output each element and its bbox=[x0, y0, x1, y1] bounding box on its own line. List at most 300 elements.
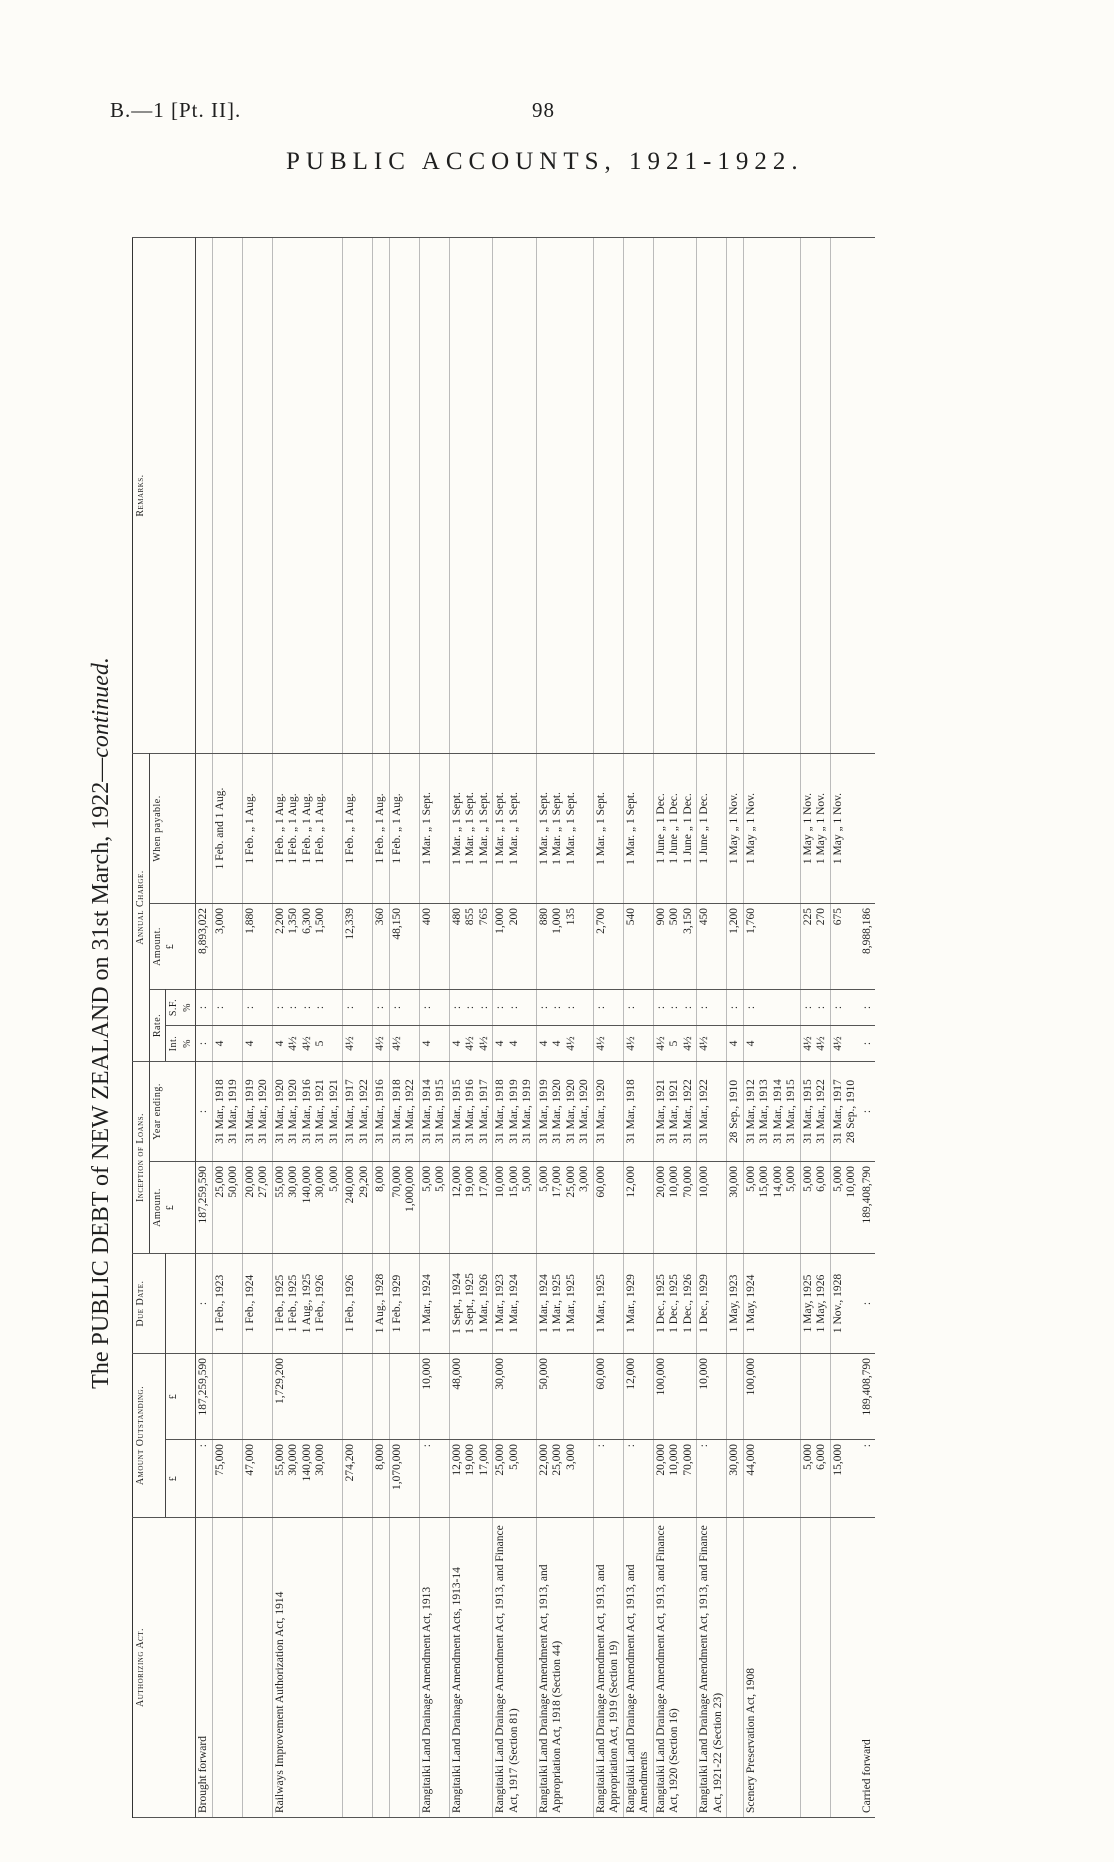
inception-amount-value: 1,000,000 bbox=[404, 1166, 416, 1212]
annual-amount-value: 1,350 bbox=[287, 908, 299, 934]
cell-due-date bbox=[272, 1254, 343, 1354]
inception-amount-value: 5,000 bbox=[327, 1166, 340, 1192]
cell-inception-amount bbox=[536, 1162, 593, 1254]
annual-amount-value: 880 bbox=[537, 908, 550, 926]
outstanding-1-value: 8,000 bbox=[374, 1444, 386, 1470]
outstanding-1-value: 12,000 bbox=[450, 1444, 463, 1476]
rate-sf-value: : bbox=[213, 1005, 226, 1010]
cell-outstanding-1 bbox=[419, 1440, 449, 1518]
inception-amount-value: 19,000 bbox=[464, 1166, 476, 1198]
year-ending-value: 31 Mar., 1922 bbox=[404, 1079, 416, 1144]
cell-when-payable bbox=[536, 754, 593, 904]
annual-amount-value: 675 bbox=[831, 908, 844, 926]
inception-amount-value: 5,000 bbox=[785, 1166, 797, 1192]
due-date-value: 1 Mar., 1925 bbox=[564, 1274, 577, 1333]
rate-sf-value: : bbox=[668, 1005, 680, 1010]
cell-outstanding-2 bbox=[389, 1354, 419, 1440]
year-ending-value: 31 Mar., 1915 bbox=[450, 1079, 463, 1144]
cell-due-date bbox=[830, 1254, 860, 1354]
outstanding-1-value: 140,000 bbox=[300, 1444, 313, 1482]
cell-annual-amount bbox=[800, 904, 830, 990]
year-ending-value: 31 Mar., 1921 bbox=[668, 1079, 680, 1144]
rate-sf-value: : bbox=[420, 1005, 433, 1010]
cell-outstanding-1 bbox=[373, 1440, 390, 1518]
table-row bbox=[830, 238, 860, 1818]
cell-inception-amount bbox=[653, 1162, 697, 1254]
cell-year-ending bbox=[389, 1062, 419, 1162]
inception-amount-value: 15,000 bbox=[758, 1166, 770, 1198]
table-row bbox=[212, 238, 242, 1818]
when-payable-value: 1 Mar. „ 1 Sept. bbox=[594, 792, 607, 865]
cell-outstanding-2 bbox=[593, 1354, 623, 1440]
cell-rate-sf bbox=[493, 990, 537, 1026]
cell-outstanding-1 bbox=[800, 1440, 830, 1518]
outstanding-2-value: 100,000 bbox=[654, 1358, 667, 1396]
cell-rate-int bbox=[536, 1026, 593, 1062]
rate-int-value: 4½ bbox=[624, 1036, 637, 1051]
inception-amount-value: 29,200 bbox=[357, 1166, 370, 1198]
cell-annual-amount bbox=[242, 904, 272, 990]
cell-outstanding-2 bbox=[272, 1354, 343, 1440]
cell-rate-sf bbox=[242, 990, 272, 1026]
inception-amount-value: 5,000 bbox=[420, 1166, 433, 1192]
cell-outstanding-2 bbox=[743, 1354, 800, 1440]
cell-remarks bbox=[743, 238, 800, 754]
year-ending-value: 31 Mar., 1920 bbox=[257, 1079, 269, 1144]
when-payable-value: 1 May „ 1 Nov. bbox=[815, 792, 827, 865]
cell-remarks bbox=[449, 238, 493, 754]
rotated-table-region bbox=[80, 208, 1090, 1838]
year-ending-value: 31 Mar., 1919 bbox=[243, 1079, 256, 1144]
cell-inception-amount bbox=[727, 1162, 744, 1254]
cell-remarks bbox=[419, 238, 449, 754]
footer-out1: : bbox=[860, 1440, 876, 1518]
cell-rate-int bbox=[493, 1026, 537, 1062]
when-payable-value: 1 Mar. „ 1 Sept. bbox=[507, 792, 520, 865]
cell-act: Brought forward bbox=[196, 1518, 213, 1818]
annual-amount-value: 8,893,022 bbox=[197, 908, 209, 954]
cell-due-date bbox=[419, 1254, 449, 1354]
cell-remarks bbox=[373, 238, 390, 754]
year-ending-value: 31 Mar., 1918 bbox=[390, 1079, 403, 1144]
rate-int-value: 4½ bbox=[815, 1036, 827, 1051]
when-payable-value: 1 Feb. „ 1 Aug. bbox=[314, 793, 326, 864]
col-outstanding-unit-1: £ bbox=[166, 1440, 196, 1518]
cell-inception-amount bbox=[743, 1162, 800, 1254]
col-rate-int: Int. % bbox=[166, 1026, 196, 1062]
caption-continued: continued. bbox=[88, 657, 114, 758]
annual-amount-value: 855 bbox=[464, 908, 476, 926]
cell-year-ending bbox=[493, 1062, 537, 1162]
table-row bbox=[593, 238, 623, 1818]
inception-amount-value: 5,000 bbox=[521, 1166, 533, 1192]
cell-when-payable bbox=[272, 754, 343, 904]
rate-int-value: 4½ bbox=[698, 1036, 710, 1051]
col-rate: Rate. bbox=[149, 990, 166, 1062]
cell-remarks bbox=[196, 238, 213, 754]
year-ending-value: 31 Mar., 1914 bbox=[771, 1079, 784, 1144]
rate-sf-value: : bbox=[594, 1005, 607, 1010]
cell-act bbox=[727, 1518, 744, 1818]
cell-rate-sf bbox=[727, 990, 744, 1026]
annual-amount-value: 1,000 bbox=[551, 908, 563, 934]
rate-sf-value: : bbox=[681, 1005, 694, 1010]
cell-year-ending bbox=[449, 1062, 493, 1162]
cell-remarks bbox=[800, 238, 830, 754]
when-payable-value: 1 Mar. „ 1 Sept. bbox=[420, 792, 433, 865]
inception-amount-value: 10,000 bbox=[494, 1166, 506, 1198]
cell-rate-int bbox=[343, 1026, 373, 1062]
outstanding-1-value: 6,000 bbox=[815, 1444, 827, 1470]
table-row bbox=[493, 238, 537, 1818]
cell-when-payable bbox=[373, 754, 390, 904]
due-date-value: 1 Mar., 1924 bbox=[507, 1274, 520, 1333]
inception-amount-value: 240,000 bbox=[344, 1166, 356, 1204]
cell-outstanding-1 bbox=[212, 1440, 242, 1518]
cell-act bbox=[389, 1518, 419, 1818]
when-payable-value: 1 May „ 1 Nov. bbox=[744, 792, 757, 865]
rate-sf-value: : bbox=[344, 1005, 356, 1010]
due-date-value: 1 Feb., 1929 bbox=[390, 1274, 403, 1333]
outstanding-1-value: 75,000 bbox=[213, 1444, 226, 1476]
year-ending-value: 31 Mar., 1921 bbox=[654, 1079, 667, 1144]
cell-remarks bbox=[212, 238, 242, 754]
outstanding-2-value: 48,000 bbox=[450, 1358, 463, 1390]
inception-amount-value: 14,000 bbox=[771, 1166, 784, 1198]
annual-amount-value: 225 bbox=[801, 908, 814, 926]
rate-sf-value: : bbox=[654, 1005, 667, 1010]
inception-amount-value: 50,000 bbox=[227, 1166, 239, 1198]
cell-annual-amount bbox=[343, 904, 373, 990]
when-payable-value: 1 Mar. „ 1 Sept. bbox=[564, 792, 577, 865]
rate-sf-value: : bbox=[450, 1005, 463, 1010]
cell-year-ending bbox=[373, 1062, 390, 1162]
rate-sf-value: : bbox=[815, 1005, 827, 1010]
cell-annual-amount bbox=[623, 904, 653, 990]
cell-outstanding-2 bbox=[242, 1354, 272, 1440]
cell-rate-sf bbox=[653, 990, 697, 1026]
cell-act: Scenery Preservation Act, 1908 bbox=[743, 1518, 800, 1818]
cell-annual-amount bbox=[727, 904, 744, 990]
cell-remarks bbox=[272, 238, 343, 754]
due-date-value: 1 Aug., 1928 bbox=[374, 1273, 386, 1334]
rate-sf-value: : bbox=[287, 1005, 299, 1010]
rate-int-value: 4 bbox=[728, 1040, 740, 1047]
rate-int-value: 4 bbox=[507, 1040, 520, 1047]
rate-sf-value: : bbox=[273, 1005, 286, 1010]
outstanding-1-value: 17,000 bbox=[477, 1444, 490, 1476]
cell-remarks bbox=[593, 238, 623, 754]
rate-sf-value: : bbox=[831, 1005, 844, 1010]
cell-outstanding-1 bbox=[449, 1440, 493, 1518]
cell-remarks bbox=[727, 238, 744, 754]
year-ending-value: 31 Mar., 1916 bbox=[464, 1079, 476, 1144]
cell-due-date bbox=[727, 1254, 744, 1354]
outstanding-2-value: 1,729,200 bbox=[273, 1358, 286, 1404]
annual-amount-value: 2,200 bbox=[273, 908, 286, 934]
rate-int-value: 4½ bbox=[390, 1036, 403, 1051]
inception-amount-value: 5,000 bbox=[744, 1166, 757, 1192]
due-date-value: 1 Dec., 1926 bbox=[681, 1274, 694, 1333]
footer-int: : bbox=[860, 1026, 876, 1062]
table-row bbox=[343, 238, 373, 1818]
table-row bbox=[242, 238, 272, 1818]
cell-due-date bbox=[449, 1254, 493, 1354]
due-date-value: 1 Feb., 1923 bbox=[213, 1274, 226, 1333]
cell-rate-sf bbox=[593, 990, 623, 1026]
outstanding-1-value: 22,000 bbox=[537, 1444, 550, 1476]
outstanding-1-value: 30,000 bbox=[728, 1444, 740, 1476]
cell-when-payable bbox=[419, 754, 449, 904]
cell-when-payable bbox=[389, 754, 419, 904]
annual-amount-value: 1,880 bbox=[243, 908, 256, 934]
when-payable-value: 1 Feb. „ 1 Aug. bbox=[243, 793, 256, 864]
cell-act: Rangitaiki Land Drainage Amendment Acts, 1913-14 bbox=[449, 1518, 493, 1818]
footer-when bbox=[860, 754, 876, 904]
inception-amount-value: 70,000 bbox=[681, 1166, 694, 1198]
col-when-payable: When payable. bbox=[149, 754, 196, 904]
rate-int-value: 4½ bbox=[287, 1036, 299, 1051]
cell-act: Rangitaiki Land Drainage Amendment Act, 1913, and Finance Act, 1921-22 (Section 23) bbox=[697, 1518, 727, 1818]
cell-act bbox=[212, 1518, 242, 1818]
footer-act: Carried forward bbox=[860, 1518, 876, 1818]
cell-year-ending bbox=[343, 1062, 373, 1162]
annual-amount-value: 765 bbox=[477, 908, 490, 926]
year-ending-value: 31 Mar., 1920 bbox=[287, 1079, 299, 1144]
year-ending-value: 28 Sep., 1910 bbox=[845, 1079, 857, 1144]
inception-amount-value: 17,000 bbox=[551, 1166, 563, 1198]
annual-amount-value: 12,339 bbox=[344, 908, 356, 940]
outstanding-1-value: 47,000 bbox=[243, 1444, 256, 1476]
outstanding-2-value: 50,000 bbox=[537, 1358, 550, 1390]
cell-outstanding-2 bbox=[196, 1354, 213, 1440]
cell-outstanding-2 bbox=[800, 1354, 830, 1440]
cell-act bbox=[800, 1518, 830, 1818]
annual-amount-value: 1,500 bbox=[314, 908, 326, 934]
cell-outstanding-2 bbox=[653, 1354, 697, 1440]
rate-int-value: 4½ bbox=[564, 1036, 577, 1051]
cell-rate-int bbox=[373, 1026, 390, 1062]
annual-amount-value: 1,000 bbox=[494, 908, 506, 934]
when-payable-value: 1 Mar. „ 1 Sept. bbox=[477, 792, 490, 865]
rate-sf-value: : bbox=[551, 1005, 563, 1010]
due-date-value: 1 Mar., 1924 bbox=[420, 1274, 433, 1333]
inception-amount-value: 60,000 bbox=[594, 1166, 607, 1198]
outstanding-1-value: : bbox=[420, 1444, 433, 1448]
year-ending-value: 31 Mar., 1920 bbox=[578, 1079, 590, 1144]
outstanding-1-value: 25,000 bbox=[551, 1444, 563, 1476]
cell-when-payable bbox=[800, 754, 830, 904]
cell-outstanding-1 bbox=[623, 1440, 653, 1518]
annual-amount-value: 450 bbox=[698, 908, 710, 926]
cell-act: Rangitaiki Land Drainage Amendment Act, 1913, and Finance Act, 1920 (Section 16) bbox=[653, 1518, 697, 1818]
year-ending-value: 31 Mar., 1917 bbox=[831, 1079, 844, 1144]
table-row bbox=[272, 238, 343, 1818]
inception-amount-value: 27,000 bbox=[257, 1166, 269, 1198]
reference-number: B.—1 [Pt. II]. bbox=[110, 98, 242, 122]
when-payable-value: 1 Feb. „ 1 Aug. bbox=[287, 793, 299, 864]
year-ending-value: 31 Mar., 1920 bbox=[594, 1079, 607, 1144]
when-payable-value: 1 June „ 1 Dec. bbox=[681, 793, 694, 864]
cell-outstanding-2 bbox=[373, 1354, 390, 1440]
inception-amount-value: 140,000 bbox=[300, 1166, 313, 1204]
cell-rate-int bbox=[653, 1026, 697, 1062]
cell-rate-int bbox=[212, 1026, 242, 1062]
year-ending-value: 31 Mar., 1920 bbox=[273, 1079, 286, 1144]
rate-int-value: 4 bbox=[494, 1040, 506, 1047]
cell-inception-amount bbox=[493, 1162, 537, 1254]
when-payable-value: 1 Mar. „ 1 Sept. bbox=[551, 792, 563, 865]
rate-int-value: 4½ bbox=[374, 1036, 386, 1051]
cell-rate-int bbox=[800, 1026, 830, 1062]
cell-rate-int bbox=[830, 1026, 860, 1062]
cell-rate-sf bbox=[419, 990, 449, 1026]
cell-due-date bbox=[593, 1254, 623, 1354]
due-date-value: 1 May, 1926 bbox=[815, 1274, 827, 1333]
rate-int-value: 5 bbox=[668, 1040, 680, 1047]
cell-remarks bbox=[242, 238, 272, 754]
cell-outstanding-1 bbox=[743, 1440, 800, 1518]
outstanding-1-value: 19,000 bbox=[464, 1444, 476, 1476]
cell-inception-amount bbox=[593, 1162, 623, 1254]
cell-inception-amount bbox=[389, 1162, 419, 1254]
outstanding-1-value: 5,000 bbox=[801, 1444, 814, 1470]
rate-sf-value: : bbox=[728, 1005, 740, 1010]
inception-amount-value: 15,000 bbox=[507, 1166, 520, 1198]
cell-rate-sf bbox=[389, 990, 419, 1026]
cell-year-ending bbox=[743, 1062, 800, 1162]
cell-year-ending bbox=[419, 1062, 449, 1162]
col-amount-outstanding: Amount Outstanding. bbox=[133, 1354, 166, 1518]
table-row bbox=[653, 238, 697, 1818]
due-date-value: 1 May, 1923 bbox=[728, 1274, 740, 1333]
cell-annual-amount bbox=[419, 904, 449, 990]
annual-amount-value: 1,200 bbox=[728, 908, 740, 934]
page-number: 98 bbox=[532, 98, 555, 122]
annual-amount-value: 270 bbox=[815, 908, 827, 926]
rate-sf-value: : bbox=[197, 1005, 209, 1010]
table-row bbox=[449, 238, 493, 1818]
cell-inception-amount bbox=[272, 1162, 343, 1254]
cell-outstanding-1 bbox=[389, 1440, 419, 1518]
due-date-value: 1 Mar., 1925 bbox=[594, 1274, 607, 1333]
due-date-value: 1 Dec., 1925 bbox=[668, 1274, 680, 1333]
rate-sf-value: : bbox=[624, 1005, 637, 1010]
cell-due-date bbox=[212, 1254, 242, 1354]
carried-forward-row bbox=[860, 238, 876, 1818]
when-payable-value: 1 June „ 1 Dec. bbox=[668, 793, 680, 864]
year-ending-value: 31 Mar., 1912 bbox=[744, 1079, 757, 1144]
cell-when-payable bbox=[623, 754, 653, 904]
footer-out2: 189,408,790 bbox=[860, 1354, 876, 1440]
cell-year-ending bbox=[623, 1062, 653, 1162]
cell-due-date bbox=[697, 1254, 727, 1354]
cell-outstanding-2 bbox=[830, 1354, 860, 1440]
table-row bbox=[697, 238, 727, 1818]
rate-int-value: 4½ bbox=[831, 1036, 844, 1051]
cell-inception-amount bbox=[800, 1162, 830, 1254]
inception-amount-value: 187,259,590 bbox=[197, 1166, 209, 1224]
when-payable-value: 1 Feb. and 1 Aug. bbox=[213, 787, 226, 870]
inception-amount-value: 25,000 bbox=[213, 1166, 226, 1198]
cell-due-date bbox=[343, 1254, 373, 1354]
year-ending-value: 31 Mar., 1918 bbox=[494, 1079, 506, 1144]
year-ending-value: 31 Mar., 1921 bbox=[327, 1079, 340, 1144]
year-ending-value: 31 Mar., 1922 bbox=[357, 1079, 370, 1144]
cell-rate-sf bbox=[536, 990, 593, 1026]
year-ending-value: : bbox=[197, 1109, 209, 1114]
cell-outstanding-2 bbox=[727, 1354, 744, 1440]
annual-amount-value: 500 bbox=[668, 908, 680, 926]
due-date-value: 1 Aug., 1925 bbox=[300, 1273, 313, 1334]
cell-outstanding-2 bbox=[493, 1354, 537, 1440]
cell-year-ending bbox=[653, 1062, 697, 1162]
cell-remarks bbox=[343, 238, 373, 754]
outstanding-1-value: 15,000 bbox=[831, 1444, 844, 1476]
table-row bbox=[373, 238, 390, 1818]
cell-when-payable bbox=[196, 754, 213, 904]
when-payable-value: 1 Mar. „ 1 Sept. bbox=[464, 792, 476, 865]
col-authorizing-act: Authorizing Act. bbox=[133, 1518, 196, 1818]
table-row bbox=[727, 238, 744, 1818]
cell-outstanding-1 bbox=[593, 1440, 623, 1518]
rate-int-value: 4½ bbox=[300, 1036, 313, 1051]
annual-amount-value: 1,760 bbox=[744, 908, 757, 934]
cell-outstanding-2 bbox=[536, 1354, 593, 1440]
rate-int-value: 4 bbox=[744, 1040, 757, 1047]
year-ending-value: 31 Mar., 1919 bbox=[507, 1079, 520, 1144]
when-payable-value: 1 June „ 1 Dec. bbox=[654, 793, 667, 864]
col-remarks: Remarks. bbox=[133, 238, 196, 754]
cell-outstanding-1 bbox=[242, 1440, 272, 1518]
rate-sf-value: : bbox=[390, 1005, 403, 1010]
footer-sf: : bbox=[860, 990, 876, 1026]
when-payable-value: 1 Feb. „ 1 Aug. bbox=[273, 793, 286, 864]
cell-due-date bbox=[623, 1254, 653, 1354]
outstanding-1-value: : bbox=[698, 1444, 710, 1448]
cell-outstanding-1 bbox=[536, 1440, 593, 1518]
cell-outstanding-1 bbox=[653, 1440, 697, 1518]
outstanding-1-value: : bbox=[594, 1444, 607, 1448]
year-ending-value: 31 Mar., 1918 bbox=[213, 1079, 226, 1144]
cell-when-payable bbox=[830, 754, 860, 904]
cell-due-date bbox=[493, 1254, 537, 1354]
rate-int-value: 4 bbox=[213, 1040, 226, 1047]
cell-annual-amount bbox=[212, 904, 242, 990]
year-ending-value: 31 Mar., 1917 bbox=[344, 1079, 356, 1144]
cell-remarks bbox=[697, 238, 727, 754]
annual-amount-value: 2,700 bbox=[594, 908, 607, 934]
cell-due-date bbox=[800, 1254, 830, 1354]
when-payable-value: 1 Mar. „ 1 Sept. bbox=[494, 792, 506, 865]
cell-rate-int bbox=[743, 1026, 800, 1062]
year-ending-value: 31 Mar., 1914 bbox=[420, 1079, 433, 1144]
cell-inception-amount bbox=[242, 1162, 272, 1254]
inception-amount-value: 25,000 bbox=[564, 1166, 577, 1198]
cell-outstanding-2 bbox=[449, 1354, 493, 1440]
year-ending-value: 31 Mar., 1919 bbox=[521, 1079, 533, 1144]
cell-year-ending bbox=[196, 1062, 213, 1162]
cell-due-date bbox=[242, 1254, 272, 1354]
rate-sf-value: : bbox=[314, 1005, 326, 1010]
cell-rate-int bbox=[449, 1026, 493, 1062]
outstanding-1-value: : bbox=[624, 1444, 637, 1448]
cell-rate-int bbox=[272, 1026, 343, 1062]
cell-inception-amount bbox=[623, 1162, 653, 1254]
rate-sf-value: : bbox=[698, 1005, 710, 1010]
cell-annual-amount bbox=[536, 904, 593, 990]
cell-act: Rangitaiki Land Drainage Amendment Act, 1913, and Amendments bbox=[623, 1518, 653, 1818]
